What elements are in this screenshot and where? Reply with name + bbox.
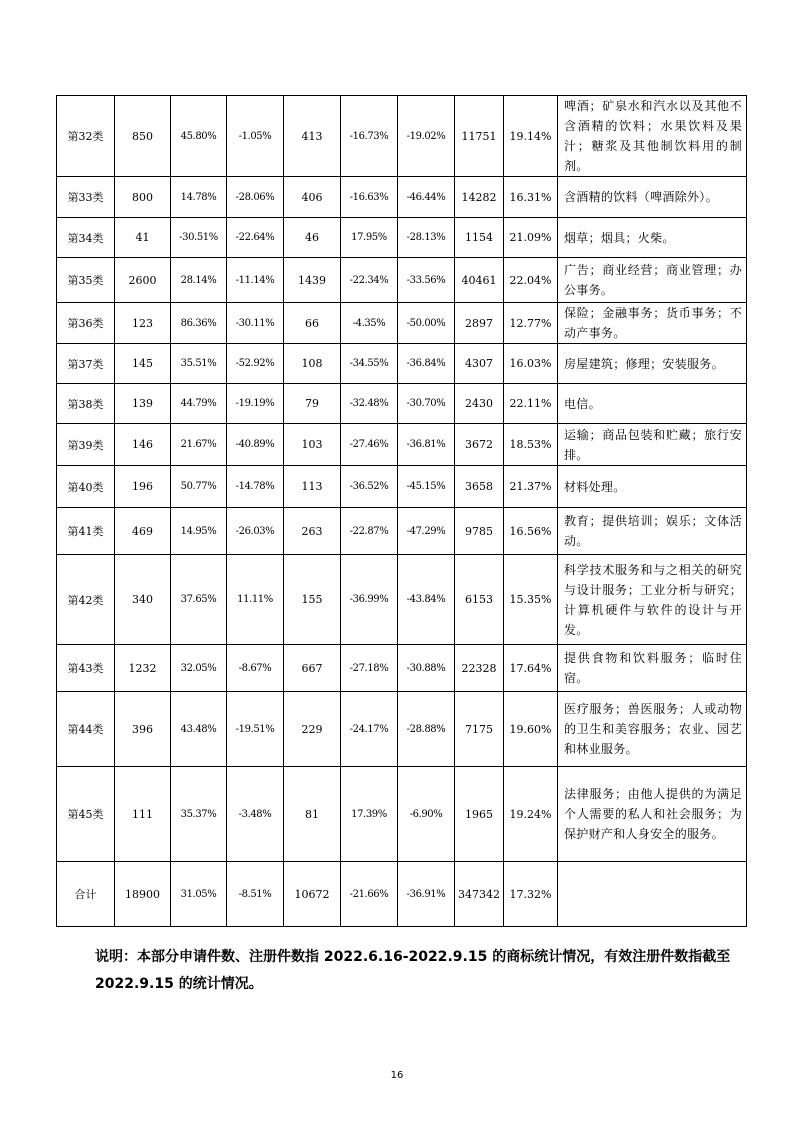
table-row bbox=[57, 303, 747, 344]
application-growth-cell: -30.51% bbox=[171, 218, 227, 258]
change-cell: -40.89% bbox=[227, 424, 284, 466]
goods-services-cell: 运输；商品包装和贮藏；旅行安排。 bbox=[558, 424, 747, 466]
registration-growth-cell: -16.73% bbox=[341, 96, 398, 177]
change-cell: -28.06% bbox=[227, 177, 284, 218]
share-cell: 22.11% bbox=[504, 384, 558, 424]
class-cell: 第40类 bbox=[57, 466, 115, 508]
valid-registrations-cell: 1154 bbox=[455, 218, 504, 258]
share-cell: 16.56% bbox=[504, 508, 558, 555]
change2-cell: -45.15% bbox=[398, 466, 455, 508]
change2-cell: -19.02% bbox=[398, 96, 455, 177]
goods-services-cell: 电信。 bbox=[558, 384, 747, 424]
change-cell: -52.92% bbox=[227, 344, 284, 384]
applications-cell: 139 bbox=[115, 384, 171, 424]
change2-cell: -43.84% bbox=[398, 555, 455, 645]
applications-cell: 145 bbox=[115, 344, 171, 384]
valid-registrations-cell: 4307 bbox=[455, 344, 504, 384]
goods-services-cell: 教育；提供培训；娱乐；文体活动。 bbox=[558, 508, 747, 555]
goods-services-cell: 含酒精的饮料（啤酒除外）。 bbox=[558, 177, 747, 218]
valid-registrations-cell: 2430 bbox=[455, 384, 504, 424]
valid-registrations-cell: 7175 bbox=[455, 692, 504, 767]
goods-services-cell: 提供食物和饮料服务；临时住宿。 bbox=[558, 645, 747, 692]
change-cell: -1.05% bbox=[227, 96, 284, 177]
table-row bbox=[57, 218, 747, 258]
class-cell: 第34类 bbox=[57, 218, 115, 258]
goods-services-cell: 材料处理。 bbox=[558, 466, 747, 508]
class-cell: 合计 bbox=[57, 862, 115, 927]
table-row bbox=[57, 424, 747, 466]
table-row bbox=[57, 344, 747, 384]
change2-cell: -36.84% bbox=[398, 344, 455, 384]
registrations-cell: 667 bbox=[284, 645, 341, 692]
share-cell: 15.35% bbox=[504, 555, 558, 645]
registrations-cell: 10672 bbox=[284, 862, 341, 927]
application-growth-cell: 28.14% bbox=[171, 258, 227, 303]
change2-cell: -47.29% bbox=[398, 508, 455, 555]
registrations-cell: 108 bbox=[284, 344, 341, 384]
share-cell: 17.32% bbox=[504, 862, 558, 927]
change2-cell: -30.70% bbox=[398, 384, 455, 424]
class-cell: 第43类 bbox=[57, 645, 115, 692]
table-row bbox=[57, 645, 747, 692]
class-cell: 第45类 bbox=[57, 767, 115, 862]
change-cell: -22.64% bbox=[227, 218, 284, 258]
change2-cell: -36.91% bbox=[398, 862, 455, 927]
registrations-cell: 113 bbox=[284, 466, 341, 508]
applications-cell: 41 bbox=[115, 218, 171, 258]
change-cell: -19.51% bbox=[227, 692, 284, 767]
table-row bbox=[57, 177, 747, 218]
valid-registrations-cell: 11751 bbox=[455, 96, 504, 177]
registrations-cell: 229 bbox=[284, 692, 341, 767]
application-growth-cell: 86.36% bbox=[171, 303, 227, 344]
registrations-cell: 263 bbox=[284, 508, 341, 555]
registrations-cell: 413 bbox=[284, 96, 341, 177]
applications-cell: 340 bbox=[115, 555, 171, 645]
registrations-cell: 406 bbox=[284, 177, 341, 218]
valid-registrations-cell: 1965 bbox=[455, 767, 504, 862]
registration-growth-cell: 17.95% bbox=[341, 218, 398, 258]
goods-services-cell: 科学技术服务和与之相关的研究与设计服务；工业分析与研究；计算机硬件与软件的设计与开发。 bbox=[558, 555, 747, 645]
registrations-cell: 103 bbox=[284, 424, 341, 466]
table-row bbox=[57, 555, 747, 645]
applications-cell: 1232 bbox=[115, 645, 171, 692]
share-cell: 12.77% bbox=[504, 303, 558, 344]
valid-registrations-cell: 9785 bbox=[455, 508, 504, 555]
share-cell: 18.53% bbox=[504, 424, 558, 466]
registration-growth-cell: -27.18% bbox=[341, 645, 398, 692]
registration-growth-cell: 17.39% bbox=[341, 767, 398, 862]
applications-cell: 123 bbox=[115, 303, 171, 344]
application-growth-cell: 44.79% bbox=[171, 384, 227, 424]
registration-growth-cell: -22.34% bbox=[341, 258, 398, 303]
change2-cell: -33.56% bbox=[398, 258, 455, 303]
goods-services-cell: 医疗服务；兽医服务；人或动物的卫生和美容服务；农业、园艺和林业服务。 bbox=[558, 692, 747, 767]
page-number: 16 bbox=[390, 1070, 404, 1081]
change2-cell: -36.81% bbox=[398, 424, 455, 466]
change-cell: -8.67% bbox=[227, 645, 284, 692]
share-cell: 19.14% bbox=[504, 96, 558, 177]
valid-registrations-cell: 3672 bbox=[455, 424, 504, 466]
change-cell: -26.03% bbox=[227, 508, 284, 555]
registration-growth-cell: -21.66% bbox=[341, 862, 398, 927]
change-cell: -11.14% bbox=[227, 258, 284, 303]
share-cell: 19.24% bbox=[504, 767, 558, 862]
valid-registrations-cell: 14282 bbox=[455, 177, 504, 218]
change-cell: 11.11% bbox=[227, 555, 284, 645]
registrations-cell: 155 bbox=[284, 555, 341, 645]
application-growth-cell: 14.95% bbox=[171, 508, 227, 555]
share-cell: 19.60% bbox=[504, 692, 558, 767]
class-cell: 第35类 bbox=[57, 258, 115, 303]
goods-services-cell bbox=[558, 862, 747, 927]
class-cell: 第44类 bbox=[57, 692, 115, 767]
share-cell: 16.31% bbox=[504, 177, 558, 218]
class-cell: 第33类 bbox=[57, 177, 115, 218]
registration-growth-cell: -24.17% bbox=[341, 692, 398, 767]
change-cell: -30.11% bbox=[227, 303, 284, 344]
registration-growth-cell: -16.63% bbox=[341, 177, 398, 218]
class-cell: 第39类 bbox=[57, 424, 115, 466]
table-row bbox=[57, 767, 747, 862]
applications-cell: 18900 bbox=[115, 862, 171, 927]
share-cell: 21.37% bbox=[504, 466, 558, 508]
valid-registrations-cell: 40461 bbox=[455, 258, 504, 303]
class-cell: 第32类 bbox=[57, 96, 115, 177]
registration-growth-cell: -32.48% bbox=[341, 384, 398, 424]
footnote: 说明：本部分申请件数、注册件数指 2022.6.16-2022.9.15 的商标统计情况，有效注册件数指截至 2022.9.15 的统计情况。 bbox=[95, 949, 731, 992]
application-growth-cell: 21.67% bbox=[171, 424, 227, 466]
application-growth-cell: 45.80% bbox=[171, 96, 227, 177]
table-row bbox=[57, 466, 747, 508]
application-growth-cell: 14.78% bbox=[171, 177, 227, 218]
change2-cell: -30.88% bbox=[398, 645, 455, 692]
class-cell: 第36类 bbox=[57, 303, 115, 344]
share-cell: 17.64% bbox=[504, 645, 558, 692]
change-cell: -3.48% bbox=[227, 767, 284, 862]
trademark-stats-table bbox=[56, 95, 747, 927]
valid-registrations-cell: 3658 bbox=[455, 466, 504, 508]
applications-cell: 396 bbox=[115, 692, 171, 767]
applications-cell: 111 bbox=[115, 767, 171, 862]
registration-growth-cell: -27.46% bbox=[341, 424, 398, 466]
application-growth-cell: 35.51% bbox=[171, 344, 227, 384]
share-cell: 21.09% bbox=[504, 218, 558, 258]
goods-services-cell: 法律服务；由他人提供的为满足个人需要的私人和社会服务；为保护财产和人身安全的服务。 bbox=[558, 767, 747, 862]
goods-services-cell: 房屋建筑；修理；安装服务。 bbox=[558, 344, 747, 384]
class-cell: 第38类 bbox=[57, 384, 115, 424]
valid-registrations-cell: 6153 bbox=[455, 555, 504, 645]
table-row bbox=[57, 258, 747, 303]
change2-cell: -50.00% bbox=[398, 303, 455, 344]
change-cell: -19.19% bbox=[227, 384, 284, 424]
valid-registrations-cell: 2897 bbox=[455, 303, 504, 344]
application-growth-cell: 37.65% bbox=[171, 555, 227, 645]
applications-cell: 146 bbox=[115, 424, 171, 466]
class-cell: 第42类 bbox=[57, 555, 115, 645]
table-row bbox=[57, 96, 747, 177]
share-cell: 22.04% bbox=[504, 258, 558, 303]
registrations-cell: 1439 bbox=[284, 258, 341, 303]
change-cell: -8.51% bbox=[227, 862, 284, 927]
table-row bbox=[57, 384, 747, 424]
applications-cell: 196 bbox=[115, 466, 171, 508]
table-row bbox=[57, 692, 747, 767]
applications-cell: 2600 bbox=[115, 258, 171, 303]
goods-services-cell: 烟草；烟具；火柴。 bbox=[558, 218, 747, 258]
table-row bbox=[57, 508, 747, 555]
change2-cell: -46.44% bbox=[398, 177, 455, 218]
valid-registrations-cell: 22328 bbox=[455, 645, 504, 692]
application-growth-cell: 32.05% bbox=[171, 645, 227, 692]
goods-services-cell: 啤酒；矿泉水和汽水以及其他不含酒精的饮料；水果饮料及果汁；糖浆及其他制饮料用的制剂。 bbox=[558, 96, 747, 177]
registrations-cell: 66 bbox=[284, 303, 341, 344]
registration-growth-cell: -36.52% bbox=[341, 466, 398, 508]
registration-growth-cell: -34.55% bbox=[341, 344, 398, 384]
change2-cell: -6.90% bbox=[398, 767, 455, 862]
class-cell: 第37类 bbox=[57, 344, 115, 384]
applications-cell: 850 bbox=[115, 96, 171, 177]
table-body bbox=[57, 96, 747, 927]
change-cell: -14.78% bbox=[227, 466, 284, 508]
registration-growth-cell: -36.99% bbox=[341, 555, 398, 645]
class-cell: 第41类 bbox=[57, 508, 115, 555]
change2-cell: -28.13% bbox=[398, 218, 455, 258]
application-growth-cell: 43.48% bbox=[171, 692, 227, 767]
registrations-cell: 81 bbox=[284, 767, 341, 862]
share-cell: 16.03% bbox=[504, 344, 558, 384]
registration-growth-cell: -4.35% bbox=[341, 303, 398, 344]
registration-growth-cell: -22.87% bbox=[341, 508, 398, 555]
application-growth-cell: 50.77% bbox=[171, 466, 227, 508]
registrations-cell: 79 bbox=[284, 384, 341, 424]
application-growth-cell: 31.05% bbox=[171, 862, 227, 927]
applications-cell: 800 bbox=[115, 177, 171, 218]
applications-cell: 469 bbox=[115, 508, 171, 555]
application-growth-cell: 35.37% bbox=[171, 767, 227, 862]
table-row bbox=[57, 862, 747, 927]
change2-cell: -28.88% bbox=[398, 692, 455, 767]
goods-services-cell: 保险；金融事务；货币事务；不动产事务。 bbox=[558, 303, 747, 344]
valid-registrations-cell: 347342 bbox=[455, 862, 504, 927]
registrations-cell: 46 bbox=[284, 218, 341, 258]
goods-services-cell: 广告；商业经营；商业管理；办公事务。 bbox=[558, 258, 747, 303]
